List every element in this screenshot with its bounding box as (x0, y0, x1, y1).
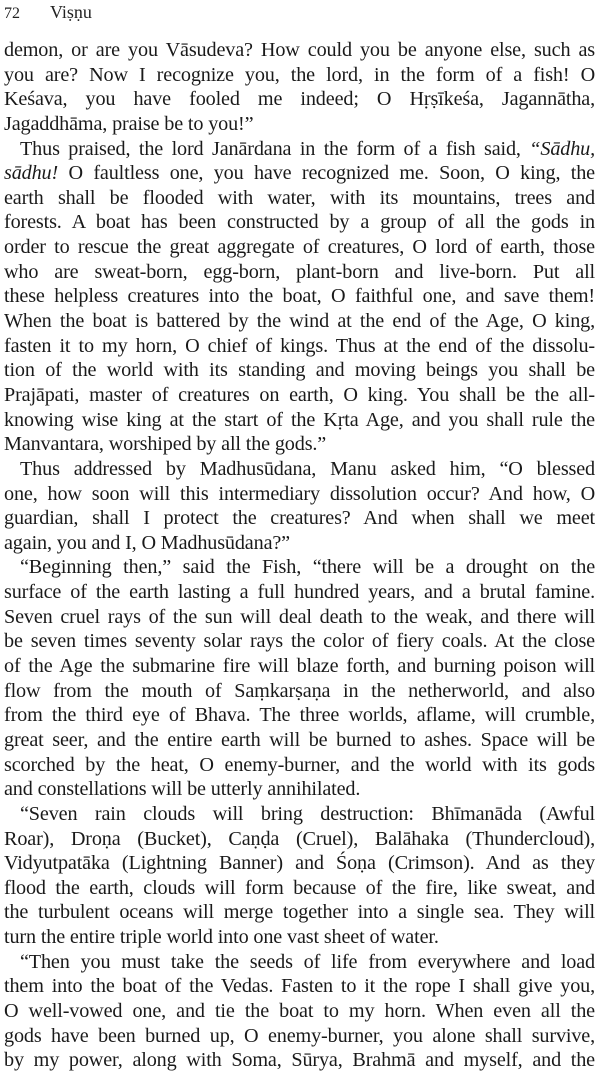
text-line: “Then you must take the seeds of life from everywhere and load (20, 950, 595, 973)
text-line: great seer, and the entire earth will be burned to ashes. Space will be (4, 728, 595, 751)
text-line: guardian, shall I protect the creatures? And when shall we meet (4, 507, 595, 530)
page-number: 72 (4, 5, 20, 22)
running-title: Viṣṇu (50, 2, 92, 22)
text-line: turn the entire triple world into one vast sheet of water. (4, 926, 439, 949)
text-line: be seven times seventy solar rays the color of fiery coals. At the close (4, 630, 595, 653)
text-line: surface of the earth lasting a full hundred years, and a brutal famine. (4, 581, 595, 604)
text-line: Thus praised, the lord Janārdana in the form of a fish said, “Sādhu, (20, 137, 595, 160)
text-line: flood the earth, clouds will form because of the fire, like sweat, and (4, 876, 595, 899)
text-line: you are? Now I recognize you, the lord, in the form of a fish! O (4, 63, 595, 86)
text-line: Roar), Droṇa (Bucket), Caṇḍa (Cruel), Balāhaka (Thundercloud), (4, 827, 595, 850)
text-line: knowing wise king at the start of the Kṛta Age, and you shall rule the (4, 408, 595, 431)
text-line: Keśava, you have fooled me indeed; O Hṛṣīkeśa, Jagannātha, (4, 88, 595, 111)
page-body (4, 38, 595, 1073)
text-line: flow from the mouth of Saṃkarṣaṇa in the netherworld, and also (4, 679, 595, 702)
text-line: “Beginning then,” said the Fish, “there will be a drought on the (20, 556, 595, 579)
text-line: by my power, along with Soma, Sūrya, Brahmā and myself, and the (4, 1049, 595, 1072)
text-line: order to rescue the great aggregate of creatures, O lord of earth, those (4, 236, 595, 259)
running-head (4, 0, 92, 24)
text-line: from the third eye of Bhava. The three worlds, aflame, will crumble, (4, 704, 595, 727)
text-line: one, how soon will this intermediary dissolution occur? And how, O (4, 482, 595, 505)
text-line: When the boat is battered by the wind at the end of the Age, O king, (4, 310, 595, 333)
text-line: again, you and I, O Madhusūdana?” (4, 531, 290, 554)
text-line: sādhu! O faultless one, you have recognized me. Soon, O king, the (4, 162, 595, 185)
text-line: Thus addressed by Madhusūdana, Manu asked him, “O blessed (20, 457, 595, 480)
text-line: them into the boat of the Vedas. Fasten to it the rope I shall give you, (4, 975, 595, 998)
text-line: the turbulent oceans will merge together into a single sea. They will (4, 901, 595, 924)
text-line: who are sweat-born, egg-born, plant-born and live-born. Put all (4, 260, 595, 283)
text-line: and constellations will be utterly annihilated. (4, 778, 361, 801)
text-line: Vidyutpatāka (Lightning Banner) and Śoṇa (Crimson). And as they (4, 852, 595, 875)
text-line: fasten it to my horn, O chief of kings. Thus at the end of the dissolu- (4, 334, 595, 357)
text-line: earth shall be flooded with water, with its mountains, trees and (4, 186, 595, 209)
text-line: scorched by the heat, O enemy-burner, and the world with its gods (4, 753, 595, 776)
text-line: Manvantara, worshiped by all the gods.” (4, 433, 327, 456)
text-line: demon, or are you Vāsudeva? How could you be anyone else, such as (4, 39, 595, 61)
text-line: gods have been burned up, O enemy-burner, you alone shall survive, (4, 1024, 595, 1047)
text-line: Jagaddhāma, praise be to you!” (4, 112, 254, 135)
text-line: forests. A boat has been constructed by a group of all the gods in (4, 211, 595, 234)
text-line: these helpless creatures into the boat, O faithful one, and save them! (4, 285, 595, 308)
text-line: O well-vowed one, and tie the boat to my horn. When even all the (4, 999, 595, 1022)
text-line: tion of the world with its standing and moving beings you shall be (4, 359, 595, 382)
text-line: of the Age the submarine fire will blaze forth, and burning poison will (4, 655, 595, 678)
text-line: “Seven rain clouds will bring destruction: Bhīmanāda (Awful (20, 802, 595, 825)
text-line: Seven cruel rays of the sun will deal death to the weak, and there will (4, 605, 595, 628)
text-line: Prajāpati, master of creatures on earth, O king. You shall be the all- (4, 383, 595, 406)
